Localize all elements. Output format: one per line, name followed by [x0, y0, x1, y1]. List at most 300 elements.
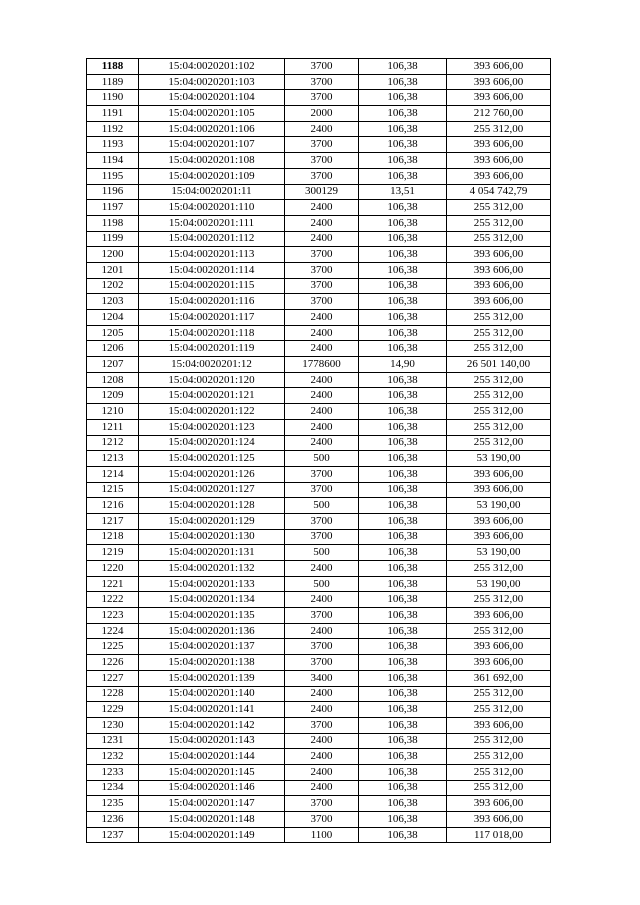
table-row: [87, 749, 551, 765]
row-number-cell: 1189: [87, 74, 139, 90]
value-cell: 393 606,00: [447, 796, 551, 812]
cadastral-number-cell: 15:04:0020201:130: [139, 529, 285, 545]
table-row: [87, 419, 551, 435]
row-number-cell: 1215: [87, 482, 139, 498]
cadastral-number-cell: 15:04:0020201:144: [139, 749, 285, 765]
area-cell: 3400: [285, 670, 359, 686]
cadastral-number-cell: 15:04:0020201:112: [139, 231, 285, 247]
row-number-cell: 1233: [87, 764, 139, 780]
area-cell: 2400: [285, 623, 359, 639]
rate-cell: 106,38: [359, 717, 447, 733]
rate-cell: 106,38: [359, 796, 447, 812]
cadastral-number-cell: 15:04:0020201:136: [139, 623, 285, 639]
rate-cell: 106,38: [359, 482, 447, 498]
area-cell: 2400: [285, 200, 359, 216]
value-cell: 393 606,00: [447, 529, 551, 545]
row-number-cell: 1200: [87, 247, 139, 263]
area-cell: 2400: [285, 372, 359, 388]
area-cell: 2400: [285, 749, 359, 765]
value-cell: 255 312,00: [447, 733, 551, 749]
area-cell: 3700: [285, 529, 359, 545]
rate-cell: 106,38: [359, 341, 447, 357]
area-cell: 3700: [285, 294, 359, 310]
value-cell: 26 501 140,00: [447, 357, 551, 373]
area-cell: 3700: [285, 168, 359, 184]
value-cell: 393 606,00: [447, 655, 551, 671]
cadastral-number-cell: 15:04:0020201:129: [139, 513, 285, 529]
row-number-cell: 1199: [87, 231, 139, 247]
rate-cell: 106,38: [359, 623, 447, 639]
cadastral-number-cell: 15:04:0020201:142: [139, 717, 285, 733]
cadastral-number-cell: 15:04:0020201:145: [139, 764, 285, 780]
row-number-cell: 1235: [87, 796, 139, 812]
value-cell: 255 312,00: [447, 200, 551, 216]
table-row: [87, 529, 551, 545]
area-cell: 500: [285, 451, 359, 467]
area-cell: 1778600: [285, 357, 359, 373]
row-number-cell: 1196: [87, 184, 139, 200]
value-cell: 393 606,00: [447, 639, 551, 655]
rate-cell: 106,38: [359, 827, 447, 843]
value-cell: 393 606,00: [447, 466, 551, 482]
row-number-cell: 1209: [87, 388, 139, 404]
cadastral-number-cell: 15:04:0020201:109: [139, 168, 285, 184]
rate-cell: 13,51: [359, 184, 447, 200]
row-number-cell: 1205: [87, 325, 139, 341]
rate-cell: 106,38: [359, 90, 447, 106]
cadastral-number-cell: 15:04:0020201:104: [139, 90, 285, 106]
value-cell: 255 312,00: [447, 341, 551, 357]
cadastral-number-cell: 15:04:0020201:137: [139, 639, 285, 655]
row-number-cell: 1229: [87, 702, 139, 718]
row-number-cell: 1195: [87, 168, 139, 184]
table-row: [87, 404, 551, 420]
table-row: [87, 796, 551, 812]
row-number-cell: 1222: [87, 592, 139, 608]
cadastral-number-cell: 15:04:0020201:119: [139, 341, 285, 357]
table-row: [87, 341, 551, 357]
table-row: [87, 545, 551, 561]
table-row: [87, 733, 551, 749]
rate-cell: 106,38: [359, 59, 447, 75]
row-number-cell: 1218: [87, 529, 139, 545]
area-cell: 2400: [285, 388, 359, 404]
cadastral-number-cell: 15:04:0020201:105: [139, 106, 285, 122]
value-cell: 255 312,00: [447, 388, 551, 404]
value-cell: 393 606,00: [447, 153, 551, 169]
table-row: [87, 639, 551, 655]
area-cell: 3700: [285, 655, 359, 671]
value-cell: 255 312,00: [447, 764, 551, 780]
value-cell: 212 760,00: [447, 106, 551, 122]
cadastral-number-cell: 15:04:0020201:128: [139, 498, 285, 514]
row-number-cell: 1234: [87, 780, 139, 796]
rate-cell: 106,38: [359, 121, 447, 137]
cadastral-number-cell: 15:04:0020201:103: [139, 74, 285, 90]
row-number-cell: 1217: [87, 513, 139, 529]
area-cell: 3700: [285, 513, 359, 529]
value-cell: 393 606,00: [447, 59, 551, 75]
value-cell: 393 606,00: [447, 294, 551, 310]
value-cell: 255 312,00: [447, 121, 551, 137]
area-cell: 3700: [285, 812, 359, 828]
cadastral-number-cell: 15:04:0020201:11: [139, 184, 285, 200]
row-number-cell: 1208: [87, 372, 139, 388]
rate-cell: 106,38: [359, 404, 447, 420]
row-number-cell: 1193: [87, 137, 139, 153]
cadastral-number-cell: 15:04:0020201:148: [139, 812, 285, 828]
row-number-cell: 1226: [87, 655, 139, 671]
row-number-cell: 1230: [87, 717, 139, 733]
value-cell: 255 312,00: [447, 435, 551, 451]
rate-cell: 106,38: [359, 262, 447, 278]
table-row: [87, 74, 551, 90]
table-row: [87, 247, 551, 263]
table-row: [87, 200, 551, 216]
table-row: [87, 686, 551, 702]
value-cell: 255 312,00: [447, 310, 551, 326]
area-cell: 3700: [285, 796, 359, 812]
value-cell: 255 312,00: [447, 231, 551, 247]
rate-cell: 106,38: [359, 137, 447, 153]
cadastral-number-cell: 15:04:0020201:122: [139, 404, 285, 420]
table-row: [87, 670, 551, 686]
area-cell: 500: [285, 498, 359, 514]
row-number-cell: 1216: [87, 498, 139, 514]
rate-cell: 106,38: [359, 278, 447, 294]
rate-cell: 106,38: [359, 74, 447, 90]
cadastral-number-cell: 15:04:0020201:102: [139, 59, 285, 75]
value-cell: 255 312,00: [447, 592, 551, 608]
table-row: [87, 168, 551, 184]
cadastral-number-cell: 15:04:0020201:149: [139, 827, 285, 843]
table-row: [87, 513, 551, 529]
cadastral-number-cell: 15:04:0020201:115: [139, 278, 285, 294]
cadastral-number-cell: 15:04:0020201:12: [139, 357, 285, 373]
table-row: [87, 561, 551, 577]
table-row: [87, 623, 551, 639]
rate-cell: 106,38: [359, 764, 447, 780]
area-cell: 2400: [285, 702, 359, 718]
value-cell: 4 054 742,79: [447, 184, 551, 200]
row-number-cell: 1211: [87, 419, 139, 435]
table-row: [87, 388, 551, 404]
row-number-cell: 1203: [87, 294, 139, 310]
value-cell: 393 606,00: [447, 608, 551, 624]
row-number-cell: 1223: [87, 608, 139, 624]
value-cell: 255 312,00: [447, 404, 551, 420]
rate-cell: 106,38: [359, 451, 447, 467]
rate-cell: 106,38: [359, 702, 447, 718]
area-cell: 2400: [285, 686, 359, 702]
rate-cell: 106,38: [359, 498, 447, 514]
rate-cell: 106,38: [359, 639, 447, 655]
value-cell: 255 312,00: [447, 623, 551, 639]
row-number-cell: 1207: [87, 357, 139, 373]
value-cell: 53 190,00: [447, 576, 551, 592]
row-number-cell: 1206: [87, 341, 139, 357]
table-row: [87, 262, 551, 278]
value-cell: 393 606,00: [447, 262, 551, 278]
cadastral-number-cell: 15:04:0020201:132: [139, 561, 285, 577]
area-cell: 2400: [285, 404, 359, 420]
rate-cell: 106,38: [359, 388, 447, 404]
area-cell: 2000: [285, 106, 359, 122]
value-cell: 117 018,00: [447, 827, 551, 843]
value-cell: 255 312,00: [447, 780, 551, 796]
area-cell: 3700: [285, 717, 359, 733]
row-number-cell: 1237: [87, 827, 139, 843]
area-cell: 2400: [285, 215, 359, 231]
table-row: [87, 153, 551, 169]
row-number-cell: 1214: [87, 466, 139, 482]
table-row: [87, 357, 551, 373]
cadastral-number-cell: 15:04:0020201:141: [139, 702, 285, 718]
value-cell: 53 190,00: [447, 498, 551, 514]
row-number-cell: 1236: [87, 812, 139, 828]
area-cell: 300129: [285, 184, 359, 200]
table-row: [87, 435, 551, 451]
rate-cell: 106,38: [359, 670, 447, 686]
row-number-cell: 1204: [87, 310, 139, 326]
row-number-cell: 1191: [87, 106, 139, 122]
row-number-cell: 1221: [87, 576, 139, 592]
row-number-cell: 1188: [87, 59, 139, 75]
area-cell: 2400: [285, 733, 359, 749]
row-number-cell: 1210: [87, 404, 139, 420]
table-row: [87, 137, 551, 153]
cadastral-number-cell: 15:04:0020201:117: [139, 310, 285, 326]
area-cell: 2400: [285, 419, 359, 435]
value-cell: 255 312,00: [447, 561, 551, 577]
cadastral-number-cell: 15:04:0020201:106: [139, 121, 285, 137]
rate-cell: 106,38: [359, 466, 447, 482]
area-cell: 2400: [285, 435, 359, 451]
table-row: [87, 59, 551, 75]
area-cell: 3700: [285, 153, 359, 169]
rate-cell: 106,38: [359, 780, 447, 796]
area-cell: 3700: [285, 482, 359, 498]
rate-cell: 106,38: [359, 545, 447, 561]
rate-cell: 106,38: [359, 200, 447, 216]
table-row: [87, 592, 551, 608]
value-cell: 393 606,00: [447, 482, 551, 498]
row-number-cell: 1225: [87, 639, 139, 655]
area-cell: 2400: [285, 325, 359, 341]
area-cell: 2400: [285, 341, 359, 357]
value-cell: 393 606,00: [447, 717, 551, 733]
rate-cell: 106,38: [359, 168, 447, 184]
rate-cell: 106,38: [359, 576, 447, 592]
table-row: [87, 827, 551, 843]
area-cell: 3700: [285, 278, 359, 294]
value-cell: 393 606,00: [447, 137, 551, 153]
table-row: [87, 278, 551, 294]
cadastral-number-cell: 15:04:0020201:138: [139, 655, 285, 671]
cadastral-number-cell: 15:04:0020201:135: [139, 608, 285, 624]
value-cell: 361 692,00: [447, 670, 551, 686]
cadastral-number-cell: 15:04:0020201:116: [139, 294, 285, 310]
cadastral-number-cell: 15:04:0020201:133: [139, 576, 285, 592]
table-row: [87, 608, 551, 624]
area-cell: 2400: [285, 780, 359, 796]
table-row: [87, 717, 551, 733]
area-cell: 3700: [285, 137, 359, 153]
value-cell: 393 606,00: [447, 247, 551, 263]
row-number-cell: 1227: [87, 670, 139, 686]
area-cell: 1100: [285, 827, 359, 843]
row-number-cell: 1201: [87, 262, 139, 278]
cadastral-number-cell: 15:04:0020201:108: [139, 153, 285, 169]
value-cell: 255 312,00: [447, 749, 551, 765]
table-row: [87, 576, 551, 592]
cadastral-number-cell: 15:04:0020201:147: [139, 796, 285, 812]
table-row: [87, 451, 551, 467]
cadastral-number-cell: 15:04:0020201:131: [139, 545, 285, 561]
table-row: [87, 121, 551, 137]
table-row: [87, 294, 551, 310]
cadastral-number-cell: 15:04:0020201:114: [139, 262, 285, 278]
cadastral-number-cell: 15:04:0020201:134: [139, 592, 285, 608]
row-number-cell: 1198: [87, 215, 139, 231]
cadastral-number-cell: 15:04:0020201:127: [139, 482, 285, 498]
value-cell: 255 312,00: [447, 419, 551, 435]
cadastral-number-cell: 15:04:0020201:146: [139, 780, 285, 796]
rate-cell: 106,38: [359, 733, 447, 749]
table-row: [87, 780, 551, 796]
row-number-cell: 1220: [87, 561, 139, 577]
value-cell: 255 312,00: [447, 686, 551, 702]
area-cell: 2400: [285, 592, 359, 608]
row-number-cell: 1219: [87, 545, 139, 561]
row-number-cell: 1212: [87, 435, 139, 451]
rate-cell: 106,38: [359, 435, 447, 451]
row-number-cell: 1194: [87, 153, 139, 169]
rate-cell: 14,90: [359, 357, 447, 373]
value-cell: 53 190,00: [447, 451, 551, 467]
value-cell: 393 606,00: [447, 168, 551, 184]
row-number-cell: 1190: [87, 90, 139, 106]
cadastral-number-cell: 15:04:0020201:107: [139, 137, 285, 153]
table-row: [87, 106, 551, 122]
rate-cell: 106,38: [359, 513, 447, 529]
area-cell: 500: [285, 576, 359, 592]
rate-cell: 106,38: [359, 231, 447, 247]
row-number-cell: 1232: [87, 749, 139, 765]
rate-cell: 106,38: [359, 247, 447, 263]
value-cell: 255 312,00: [447, 702, 551, 718]
rate-cell: 106,38: [359, 608, 447, 624]
rate-cell: 106,38: [359, 215, 447, 231]
table-row: [87, 310, 551, 326]
area-cell: 3700: [285, 74, 359, 90]
area-cell: 3700: [285, 262, 359, 278]
rate-cell: 106,38: [359, 106, 447, 122]
area-cell: 3700: [285, 466, 359, 482]
table-row: [87, 498, 551, 514]
area-cell: 3700: [285, 90, 359, 106]
value-cell: 393 606,00: [447, 513, 551, 529]
area-cell: 3700: [285, 608, 359, 624]
rate-cell: 106,38: [359, 529, 447, 545]
rate-cell: 106,38: [359, 655, 447, 671]
value-cell: 393 606,00: [447, 74, 551, 90]
cadastral-number-cell: 15:04:0020201:120: [139, 372, 285, 388]
table-body: [87, 59, 551, 843]
area-cell: 3700: [285, 639, 359, 655]
area-cell: 2400: [285, 231, 359, 247]
value-cell: 393 606,00: [447, 278, 551, 294]
row-number-cell: 1197: [87, 200, 139, 216]
table-row: [87, 372, 551, 388]
value-cell: 255 312,00: [447, 325, 551, 341]
table-row: [87, 655, 551, 671]
rate-cell: 106,38: [359, 294, 447, 310]
area-cell: 2400: [285, 561, 359, 577]
table-row: [87, 231, 551, 247]
table-row: [87, 90, 551, 106]
table-row: [87, 812, 551, 828]
row-number-cell: 1231: [87, 733, 139, 749]
row-number-cell: 1202: [87, 278, 139, 294]
cadastral-number-cell: 15:04:0020201:110: [139, 200, 285, 216]
cadastral-number-cell: 15:04:0020201:111: [139, 215, 285, 231]
cadastral-number-cell: 15:04:0020201:139: [139, 670, 285, 686]
row-number-cell: 1213: [87, 451, 139, 467]
rate-cell: 106,38: [359, 561, 447, 577]
area-cell: 2400: [285, 310, 359, 326]
value-cell: 393 606,00: [447, 90, 551, 106]
row-number-cell: 1192: [87, 121, 139, 137]
cadastral-number-cell: 15:04:0020201:121: [139, 388, 285, 404]
area-cell: 500: [285, 545, 359, 561]
value-cell: 393 606,00: [447, 812, 551, 828]
cadastral-number-cell: 15:04:0020201:113: [139, 247, 285, 263]
cadastral-value-table: [86, 58, 551, 843]
table-row: [87, 466, 551, 482]
rate-cell: 106,38: [359, 592, 447, 608]
table-row: [87, 325, 551, 341]
rate-cell: 106,38: [359, 749, 447, 765]
area-cell: 2400: [285, 764, 359, 780]
cadastral-number-cell: 15:04:0020201:143: [139, 733, 285, 749]
cadastral-number-cell: 15:04:0020201:123: [139, 419, 285, 435]
cadastral-number-cell: 15:04:0020201:126: [139, 466, 285, 482]
rate-cell: 106,38: [359, 686, 447, 702]
table-row: [87, 702, 551, 718]
cadastral-number-cell: 15:04:0020201:118: [139, 325, 285, 341]
rate-cell: 106,38: [359, 419, 447, 435]
rate-cell: 106,38: [359, 310, 447, 326]
rate-cell: 106,38: [359, 372, 447, 388]
cadastral-number-cell: 15:04:0020201:124: [139, 435, 285, 451]
value-cell: 53 190,00: [447, 545, 551, 561]
table-row: [87, 482, 551, 498]
rate-cell: 106,38: [359, 153, 447, 169]
value-cell: 255 312,00: [447, 215, 551, 231]
value-cell: 255 312,00: [447, 372, 551, 388]
area-cell: 3700: [285, 59, 359, 75]
area-cell: 3700: [285, 247, 359, 263]
row-number-cell: 1224: [87, 623, 139, 639]
table-row: [87, 184, 551, 200]
area-cell: 2400: [285, 121, 359, 137]
cadastral-number-cell: 15:04:0020201:140: [139, 686, 285, 702]
table-row: [87, 764, 551, 780]
table-row: [87, 215, 551, 231]
rate-cell: 106,38: [359, 812, 447, 828]
rate-cell: 106,38: [359, 325, 447, 341]
